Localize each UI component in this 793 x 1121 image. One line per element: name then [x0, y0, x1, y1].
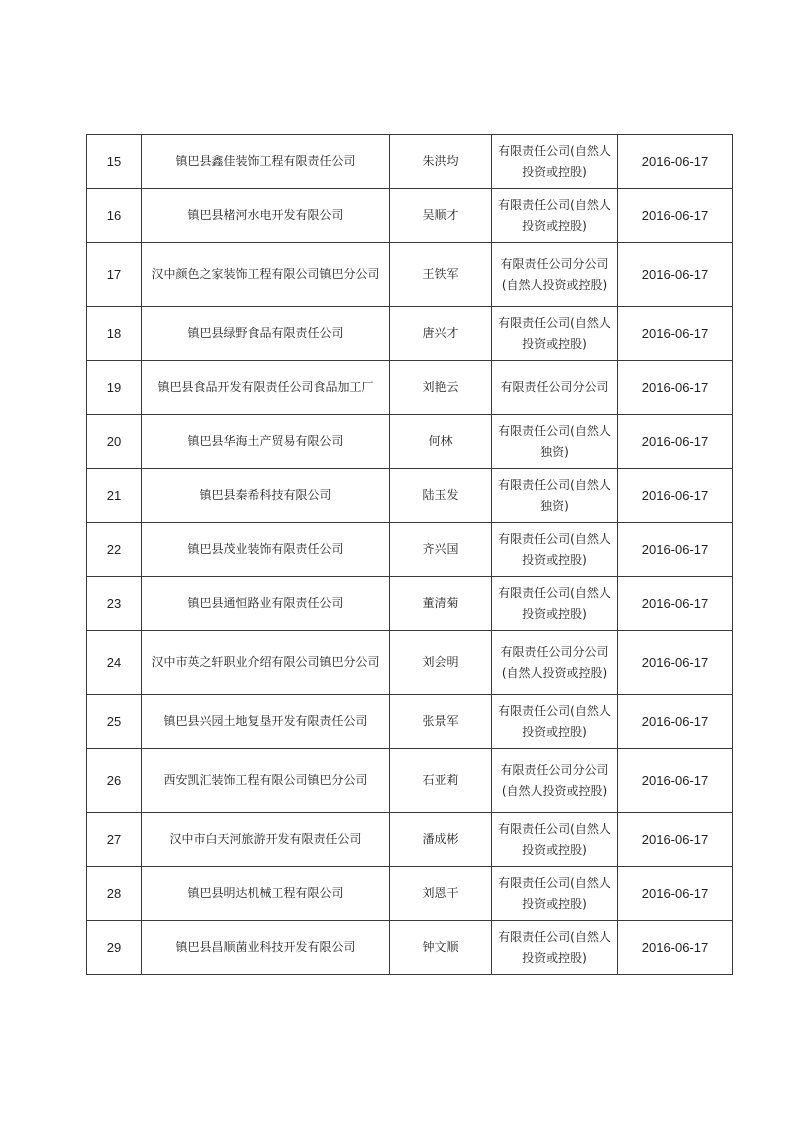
table-row: [87, 361, 733, 415]
company-type: 有限责任公司(自然人独资): [492, 415, 618, 469]
row-number: 29: [87, 921, 142, 975]
registration-date: 2016-06-17: [618, 469, 733, 523]
table-row: [87, 135, 733, 189]
legal-representative: 朱洪均: [390, 135, 492, 189]
legal-representative: 潘成彬: [390, 813, 492, 867]
company-name: 镇巴县华海土产贸易有限公司: [142, 415, 390, 469]
registration-date: 2016-06-17: [618, 189, 733, 243]
registration-date: 2016-06-17: [618, 867, 733, 921]
legal-representative: 吴顺才: [390, 189, 492, 243]
registration-date: 2016-06-17: [618, 749, 733, 813]
legal-representative: 张景军: [390, 695, 492, 749]
registration-date: 2016-06-17: [618, 813, 733, 867]
company-type: 有限责任公司分公司(自然人投资或控股): [492, 749, 618, 813]
legal-representative: 唐兴才: [390, 307, 492, 361]
company-name: 镇巴县鑫佳装饰工程有限责任公司: [142, 135, 390, 189]
company-registry-table: [86, 134, 733, 975]
table-row: [87, 695, 733, 749]
row-number: 23: [87, 577, 142, 631]
company-type: 有限责任公司(自然人投资或控股): [492, 813, 618, 867]
company-name: 汉中市英之轩职业介绍有限公司镇巴分公司: [142, 631, 390, 695]
row-number: 15: [87, 135, 142, 189]
table-row: [87, 921, 733, 975]
registration-date: 2016-06-17: [618, 415, 733, 469]
table-row: [87, 243, 733, 307]
registration-date: 2016-06-17: [618, 921, 733, 975]
legal-representative: 董清菊: [390, 577, 492, 631]
registration-date: 2016-06-17: [618, 361, 733, 415]
company-type: 有限责任公司(自然人投资或控股): [492, 867, 618, 921]
registration-date: 2016-06-17: [618, 523, 733, 577]
row-number: 20: [87, 415, 142, 469]
row-number: 25: [87, 695, 142, 749]
company-type: 有限责任公司(自然人投资或控股): [492, 577, 618, 631]
registration-date: 2016-06-17: [618, 307, 733, 361]
company-name: 镇巴县绿野食品有限责任公司: [142, 307, 390, 361]
company-name: 镇巴县兴园土地复垦开发有限责任公司: [142, 695, 390, 749]
row-number: 27: [87, 813, 142, 867]
table-row: [87, 189, 733, 243]
table-row: [87, 867, 733, 921]
table-row: [87, 469, 733, 523]
legal-representative: 石亚莉: [390, 749, 492, 813]
table-row: [87, 415, 733, 469]
company-name: 西安凯汇装饰工程有限公司镇巴分公司: [142, 749, 390, 813]
company-name: 镇巴县通恒路业有限责任公司: [142, 577, 390, 631]
legal-representative: 陆玉发: [390, 469, 492, 523]
company-name: 汉中市白天河旅游开发有限责任公司: [142, 813, 390, 867]
legal-representative: 王铁军: [390, 243, 492, 307]
company-type: 有限责任公司分公司(自然人投资或控股): [492, 631, 618, 695]
company-type: 有限责任公司(自然人投资或控股): [492, 307, 618, 361]
table-row: [87, 813, 733, 867]
legal-representative: 齐兴国: [390, 523, 492, 577]
table-row: [87, 577, 733, 631]
company-name: 镇巴县茂业装饰有限责任公司: [142, 523, 390, 577]
registration-date: 2016-06-17: [618, 135, 733, 189]
company-type: 有限责任公司分公司: [492, 361, 618, 415]
company-name: 镇巴县食品开发有限责任公司食品加工厂: [142, 361, 390, 415]
row-number: 24: [87, 631, 142, 695]
row-number: 22: [87, 523, 142, 577]
company-type: 有限责任公司(自然人投资或控股): [492, 523, 618, 577]
company-name: 镇巴县秦希科技有限公司: [142, 469, 390, 523]
registration-date: 2016-06-17: [618, 577, 733, 631]
row-number: 28: [87, 867, 142, 921]
row-number: 19: [87, 361, 142, 415]
table-row: [87, 749, 733, 813]
table-row: [87, 523, 733, 577]
company-name: 镇巴县明达机械工程有限公司: [142, 867, 390, 921]
legal-representative: 何林: [390, 415, 492, 469]
row-number: 17: [87, 243, 142, 307]
registration-date: 2016-06-17: [618, 243, 733, 307]
legal-representative: 钟文顺: [390, 921, 492, 975]
registration-date: 2016-06-17: [618, 631, 733, 695]
row-number: 16: [87, 189, 142, 243]
company-name: 汉中颜色之家装饰工程有限公司镇巴分公司: [142, 243, 390, 307]
company-type: 有限责任公司(自然人投资或控股): [492, 189, 618, 243]
row-number: 26: [87, 749, 142, 813]
company-name: 镇巴县楮河水电开发有限公司: [142, 189, 390, 243]
table-row: [87, 631, 733, 695]
company-type: 有限责任公司分公司(自然人投资或控股): [492, 243, 618, 307]
legal-representative: 刘会明: [390, 631, 492, 695]
legal-representative: 刘艳云: [390, 361, 492, 415]
company-type: 有限责任公司(自然人投资或控股): [492, 135, 618, 189]
company-type: 有限责任公司(自然人投资或控股): [492, 695, 618, 749]
company-type: 有限责任公司(自然人独资): [492, 469, 618, 523]
table-row: [87, 307, 733, 361]
registration-date: 2016-06-17: [618, 695, 733, 749]
row-number: 18: [87, 307, 142, 361]
legal-representative: 刘恩干: [390, 867, 492, 921]
row-number: 21: [87, 469, 142, 523]
company-name: 镇巴县昌顺菌业科技开发有限公司: [142, 921, 390, 975]
company-type: 有限责任公司(自然人投资或控股): [492, 921, 618, 975]
